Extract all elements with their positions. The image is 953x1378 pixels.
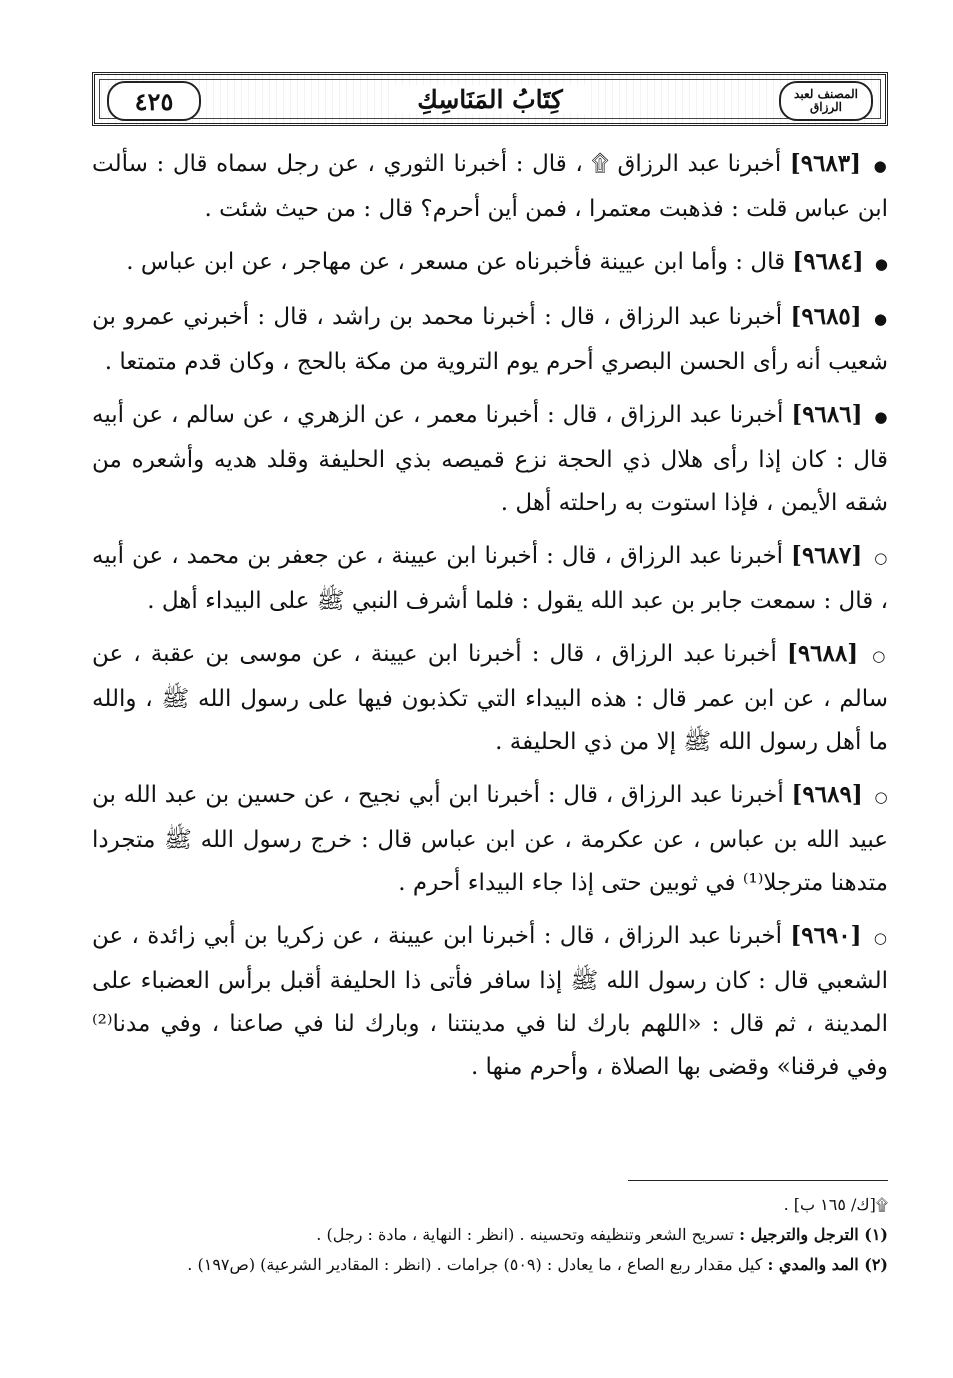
footnote-divider bbox=[628, 1180, 888, 1181]
hadith-marker: ● bbox=[873, 310, 889, 328]
footnote-text: تسريح الشعر وتنظيفه وتحسينه . (انظر : النهاية ، مادة : رجل) . bbox=[316, 1225, 735, 1244]
footnote-2 bbox=[92, 1250, 888, 1280]
hadith-number: [٩٦٨٣] bbox=[789, 150, 862, 177]
hadith-text: قال : وأما ابن عيينة فأخبرناه عن مسعر ، عن مهاجر ، عن ابن عباس . bbox=[126, 249, 786, 275]
hadith-text: أخبرنا عبد الرزاق ۩ ، قال : أخبرنا الثوري ، عن رجل سماه قال : سألت ابن عباس قلت : فذهبت معتمرا ، فمن أين أحرم؟ قال : من حيث شئت . bbox=[92, 151, 888, 222]
footnote-term: (٢) المد والمدي : bbox=[767, 1255, 888, 1274]
hadith-text: أخبرنا عبد الرزاق ، قال : أخبرنا معمر ، عن الزهري ، عن سالم ، عن أبيه قال : كان إذا رأى هلال ذي الحجة نزع قميصه بذي الحليفة وقلد هديه وأشعره من شقه الأيمن ، فإذا استوت به راحلته أهل . bbox=[92, 402, 888, 516]
hadith-marker: ○ bbox=[874, 788, 889, 806]
hadith-number: [٩٦٩٠] bbox=[790, 922, 862, 949]
hadith-9684 bbox=[92, 240, 888, 286]
hadith-text: أخبرنا عبد الرزاق ، قال : أخبرنا ابن عيينة ، عن جعفر بن محمد ، عن أبيه ، قال : سمعت جابر بن عبد الله يقول : فلما أشرف النبي ﷺ على البيداء أهل . bbox=[92, 543, 888, 614]
hadith-9689 bbox=[92, 773, 888, 905]
hadith-marker: ○ bbox=[872, 647, 889, 665]
hadith-9686 bbox=[92, 393, 888, 525]
hadith-9690 bbox=[92, 914, 888, 1089]
book-emblem: المصنف لعبد الرزاق bbox=[779, 81, 873, 121]
hadith-marker: ● bbox=[874, 408, 889, 426]
hadith-text: أخبرنا عبد الرزاق ، قال : أخبرنا ابن أبي نجيح ، عن حسين بن عبد الله بن عبيد الله بن عباس ، عن عكرمة ، عن ابن عباس قال : خرج رسول الله ﷺ متجردا متدهنا مترجلا⁽¹⁾ في ثوبين حتى إذا جاء البيداء أحرم . bbox=[92, 782, 888, 896]
hadith-9683 bbox=[92, 142, 888, 231]
hadith-number: [٩٦٨٤] bbox=[792, 248, 864, 275]
hadith-marker: ● bbox=[874, 255, 888, 273]
hadith-text: أخبرنا عبد الرزاق ، قال : أخبرنا ابن عيينة ، عن زكريا بن أبي زائدة ، عن الشعبي قال : كان رسول الله ﷺ إذا سافر فأتى ذا الحليفة أقبل برأس العضباء على المدينة ، ثم قال : «اللهم بارك لنا في مدينتنا ، وبارك لنا في صاعنا ، وفي مدنا⁽²⁾ وفي فرقنا» وقضى بها الصلاة ، وأحرم منها . bbox=[92, 923, 888, 1080]
hadith-9687 bbox=[92, 534, 888, 623]
footnotes bbox=[92, 1190, 888, 1280]
footnote-term: (١) الترجل والترجيل : bbox=[739, 1225, 888, 1244]
hadith-text: أخبرنا عبد الرزاق ، قال : أخبرنا ابن عيينة ، عن موسى بن عقبة ، عن سالم ، عن ابن عمر قال : هذه البيداء التي تكذبون فيها على رسول الله ﷺ ، والله ما أهل رسول الله ﷺ إلا من ذي الحليفة . bbox=[92, 641, 888, 755]
hadith-marker: ○ bbox=[874, 549, 888, 567]
hadith-9688 bbox=[92, 632, 888, 764]
footnote-text: كيل مقدار ربع الصاع ، ما يعادل : (٥٠٩) جرامات . (انظر : المقادير الشرعية) (ص١٩٧) . bbox=[187, 1255, 763, 1274]
hadith-number: [٩٦٨٨] bbox=[786, 640, 859, 667]
page-number: ٤٢٥ bbox=[107, 81, 201, 121]
footnote-1 bbox=[92, 1220, 888, 1250]
hadith-number: [٩٦٨٦] bbox=[791, 401, 863, 428]
hadith-number: [٩٦٨٩] bbox=[791, 781, 863, 808]
footnote-text: ۩[ك/ ١٦٥ ب] . bbox=[783, 1195, 888, 1214]
hadith-9685 bbox=[92, 295, 888, 384]
chapter-title: كِتَابُ المَنَاسِكِ bbox=[389, 85, 591, 114]
hadith-marker: ○ bbox=[873, 929, 888, 947]
hadith-list bbox=[92, 142, 888, 1098]
hadith-text: أخبرنا عبد الرزاق ، قال : أخبرنا محمد بن راشد ، قال : أخبرني عمرو بن شعيب أنه رأى الحسن البصري أحرم يوم التروية من مكة بالحج ، وكان قدم متمتعا . bbox=[92, 304, 888, 375]
footnote-manuscript-ref bbox=[92, 1190, 888, 1220]
page-header bbox=[92, 72, 888, 126]
hadith-number: [٩٦٨٧] bbox=[791, 542, 863, 569]
hadith-marker: ● bbox=[873, 157, 889, 175]
hadith-number: [٩٦٨٥] bbox=[790, 303, 862, 330]
